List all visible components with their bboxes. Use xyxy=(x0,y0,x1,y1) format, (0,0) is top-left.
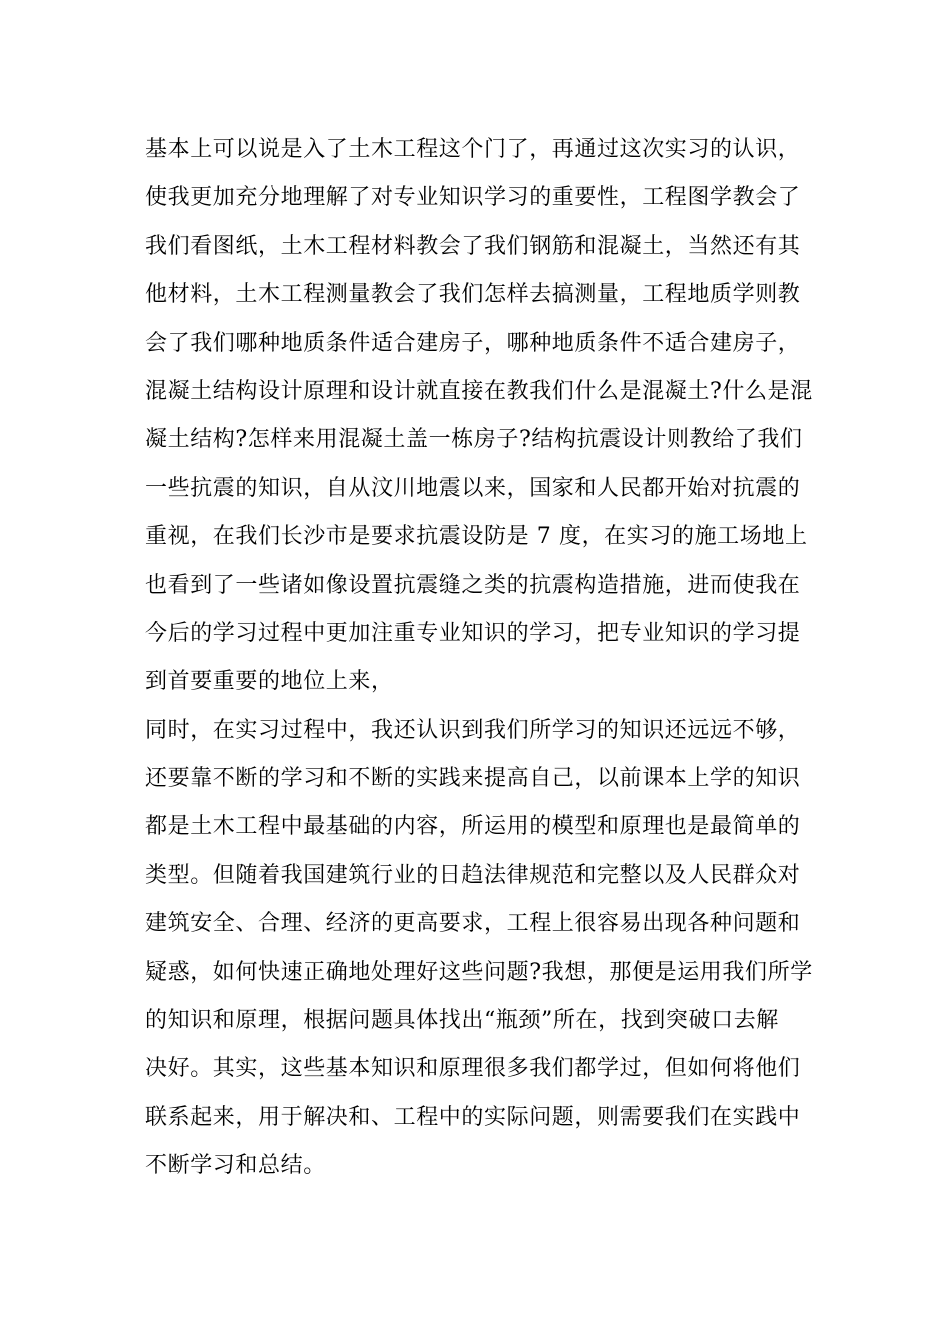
text-line: 到首要重要的地位上来， xyxy=(145,669,394,695)
text-line: 我们看图纸，土木工程材料教会了我们钢筋和混凝土，当然还有其 xyxy=(145,233,801,259)
body-text xyxy=(145,126,825,1191)
text-line: 建筑安全、合理、经济的更高要求，工程上很容易出现各种问题和 xyxy=(145,911,801,937)
text-line: 一些抗震的知识，自从汶川地震以来，国家和人民都开始对抗震的 xyxy=(145,475,801,501)
text-line: 使我更加充分地理解了对专业知识学习的重要性，工程图学教会了 xyxy=(145,185,801,211)
text-line: 重视，在我们长沙市是要求抗震设防是 7 度，在实习的施工场地上 xyxy=(145,524,808,550)
text-line: 决好。其实，这些基本知识和原理很多我们都学过，但如何将他们 xyxy=(145,1056,801,1082)
text-line: 的知识和原理，根据问题具体找出“瓶颈”所在，找到突破口去解 xyxy=(145,1008,779,1034)
text-line: 凝土结构?怎样来用混凝土盖一栋房子?结构抗震设计则教给了我们 xyxy=(145,427,803,453)
text-line: 今后的学习过程中更加注重专业知识的学习，把专业知识的学习提 xyxy=(145,620,801,646)
text-line: 会了我们哪种地质条件适合建房子，哪种地质条件不适合建房子， xyxy=(145,330,801,356)
text-line: 不断学习和总结。 xyxy=(145,1153,326,1179)
text-line: 还要靠不断的学习和不断的实践来提高自己，以前课本上学的知识 xyxy=(145,766,801,792)
text-line: 他材料，土木工程测量教会了我们怎样去搞测量，工程地质学则教 xyxy=(145,282,801,308)
text-line: 类型。但随着我国建筑行业的日趋法律规范和完整以及人民群众对 xyxy=(145,862,801,888)
text-line: 联系起来，用于解决和、工程中的实际问题，则需要我们在实践中 xyxy=(145,1104,801,1130)
text-line: 同时，在实习过程中，我还认识到我们所学习的知识还远远不够， xyxy=(145,717,801,743)
text-line: 疑惑，如何快速正确地处理好这些问题?我想，那便是运用我们所学 xyxy=(145,959,813,985)
text-line: 也看到了一些诸如像设置抗震缝之类的抗震构造措施，进而使我在 xyxy=(145,572,801,598)
text-line: 都是土木工程中最基础的内容，所运用的模型和原理也是最简单的 xyxy=(145,814,801,840)
text-line: 混凝土结构设计原理和设计就直接在教我们什么是混凝土?什么是混 xyxy=(145,378,813,404)
text-line: 基本上可以说是入了土木工程这个门了，再通过这次实习的认识， xyxy=(145,137,801,162)
